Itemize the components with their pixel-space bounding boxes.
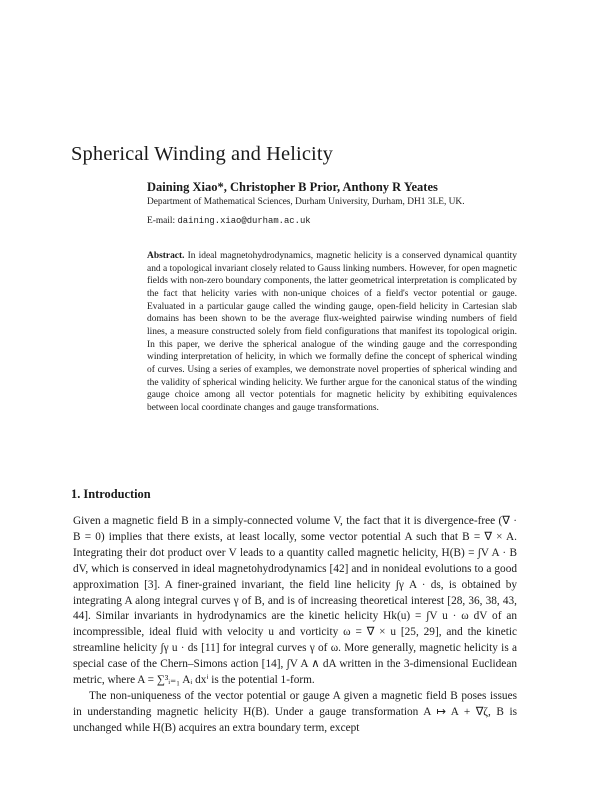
- abstract: [147, 250, 517, 415]
- author-email: [147, 216, 311, 226]
- body-paragraph: The non-uniqueness of the vector potential or gauge A given a magnetic field B poses issues in understanding magnetic helicity H(B). Under a gauge transformation A ↦ A + ∇ζ, B is unchanged while H(B) acquires an extra boundary term, except: [73, 689, 517, 734]
- abstract-text: In ideal magnetohydrodynamics, magnetic helicity is a conserved dynamical quantity and a topological invariant closely related to Gauss linking numbers. However, for open magnetic fields with non-zero boundary components, the latter geometrical interpretation is complicated by the fact that helicity varies with non-unique choices of a field's vector potential or gauge. Evaluated in a particular gauge called the winding gauge, open-field helicity in Cartesian slab domains has been shown to be the average flux-weighted pairwise winding numbers of field lines, a measure constructed solely from field configurations that manifest its topological origin. In this paper, we derive the spherical analogue of the winding gauge and the corresponding winding interpretation of helicity, in which we formally define the concept of spherical winding of curves. Using a series of examples, we demonstrate novel properties of spherical winding and the validity of spherical winding helicity. We further argue for the canonical status of the winding gauge choice among all vector potentials for magnetic helicity by exhibiting equivalences between local coordinate changes and gauge transformations.: [147, 251, 517, 413]
- abstract-label: Abstract.: [147, 251, 185, 261]
- body-paragraph: Given a magnetic field B in a simply-connected volume V, the fact that it is divergence-free (∇ · B = 0) implies that there exists, at least locally, some vector potential A such that B = ∇ × A. Integrating their dot product over V leads to a quantity called magnetic helicity, H(B) = ∫V A · B dV, which is conserved in ideal magnetohydrodynamics [42] and in nonideal evolutions to a good approximation [3]. A finer-grained invariant, the field line helicity ∫γ A · ds, is obtained by integrating A along integral curves γ of B, and is of increasing theoretical interest [28, 36, 38, 43, 44]. Similar invariants in hydrodynamics are the kinetic helicity Hk(u) = ∫V u · ω dV of an incompressible, ideal fluid with velocity u and vorticity ω = ∇ × u [25, 29], and the kinetic streamline helicity ∫γ u · ds [11] for integral curves γ of ω. More generally, magnetic helicity is a special case of the Chern–Simons action [14], ∫V A ∧ dA written in the 3-dimensional Euclidean metric, where A = ∑³ᵢ₌₁ Aᵢ dxⁱ is the potential 1-form.: [73, 515, 517, 687]
- section-heading-introduction: 1. Introduction: [71, 487, 151, 501]
- email-address: daining.xiao@durham.ac.uk: [177, 216, 311, 226]
- author-list: Daining Xiao*, Christopher B Prior, Anthony R Yeates: [147, 180, 438, 194]
- email-label: E-mail:: [147, 216, 176, 226]
- introduction-body: [73, 514, 517, 737]
- paper-title: Spherical Winding and Helicity: [71, 143, 333, 165]
- affiliation: Department of Mathematical Sciences, Durham University, Durham, DH1 3LE, UK.: [147, 197, 465, 207]
